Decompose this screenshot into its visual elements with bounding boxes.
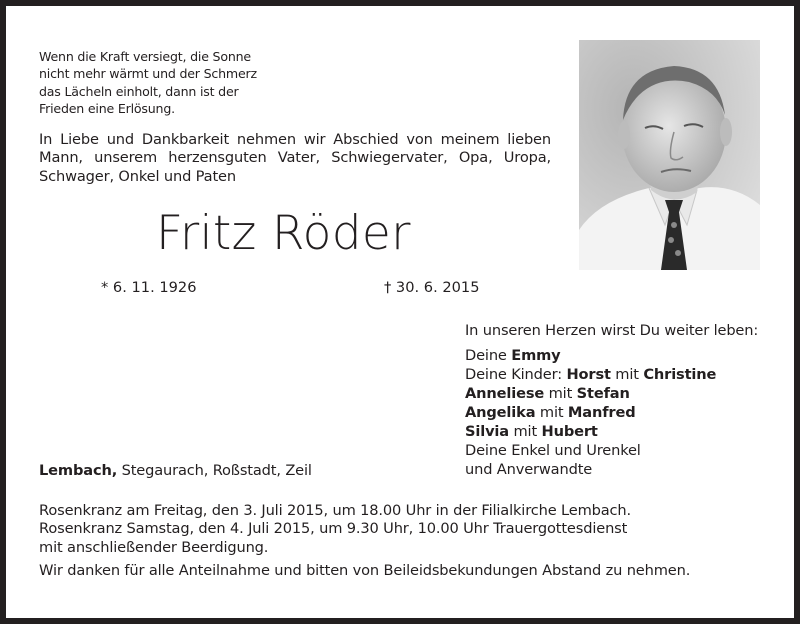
- mourner-name: Angelika: [465, 404, 536, 421]
- service-line: mit anschließender Beerdigung.: [39, 538, 269, 556]
- places-other: Stegaurach, Roßstadt, Zeil: [117, 462, 312, 479]
- service-details: [39, 502, 779, 581]
- farewell-line: Schwager, Onkel und Paten: [39, 167, 236, 185]
- poem-line: nicht mehr wärmt und der Schmerz: [39, 66, 257, 82]
- mourner-prefix: Deine: [465, 347, 512, 364]
- mourner-partner-name: Christine: [643, 366, 717, 383]
- farewell-line: Mann, unserem herzensguten Vater, Schwiegervater, Opa, Uropa,: [39, 149, 551, 167]
- mourner-row: [465, 346, 785, 365]
- mourner-connector: mit: [508, 423, 542, 440]
- poem-line: Wenn die Kraft versiegt, die Sonne: [39, 49, 251, 64]
- place-primary: Lembach,: [39, 462, 118, 479]
- poem-line: das Lächeln einholt, dann ist der: [39, 83, 239, 99]
- mourner-name: Anneliese: [465, 385, 545, 402]
- mourner-tail-line: und Anverwandte: [465, 461, 593, 478]
- thanks-note: Wir danken für alle Anteilnahme und bitten von Beileidsbekundungen Abstand zu nehmen.: [39, 562, 691, 580]
- farewell-line: In Liebe und Dankbarkeit nehmen wir Abschied von meinem lieben: [39, 131, 551, 148]
- mourner-partner-name: Hubert: [541, 423, 598, 440]
- death-date: † 30. 6. 2015: [384, 279, 480, 296]
- mourner-name: Emmy: [511, 347, 561, 364]
- mourner-connector: mit: [535, 404, 568, 421]
- mourner-partner-name: Manfred: [567, 404, 636, 421]
- mourner-row: [465, 422, 785, 441]
- mourner-connector: mit: [610, 366, 644, 383]
- mourners-heading: In unseren Herzen wirst Du weiter leben:: [465, 322, 759, 339]
- service-line: Rosenkranz Samstag, den 4. Juli 2015, um 9.30 Uhr, 10.00 Uhr Trauergottesdienst: [39, 520, 628, 538]
- mourner-row: [465, 365, 785, 384]
- mourner-row: [465, 403, 785, 422]
- poem-line: Frieden eine Erlösung.: [39, 100, 175, 116]
- mourner-tail-line: Deine Enkel und Urenkel: [465, 442, 641, 459]
- mourner-partner-name: Stefan: [576, 385, 630, 402]
- places-line: [39, 462, 312, 479]
- mourner-name: Horst: [566, 366, 611, 383]
- portrait-photo: [579, 40, 760, 270]
- portrait-image: [579, 40, 760, 270]
- mourner-connector: mit: [544, 385, 577, 402]
- poem-verse: [39, 48, 339, 117]
- obituary-notice: [6, 6, 794, 618]
- mourner-row: [465, 384, 785, 403]
- birth-date: * 6. 11. 1926: [101, 279, 197, 296]
- farewell-paragraph: [39, 131, 551, 186]
- mourners-list: [465, 321, 785, 479]
- mourner-prefix: Deine Kinder:: [465, 366, 567, 383]
- service-line: Rosenkranz am Freitag, den 3. Juli 2015, um 18.00 Uhr in der Filialkirche Lembach.: [39, 502, 632, 519]
- mourner-name: Silvia: [465, 423, 509, 440]
- deceased-name: Fritz Röder: [156, 206, 411, 261]
